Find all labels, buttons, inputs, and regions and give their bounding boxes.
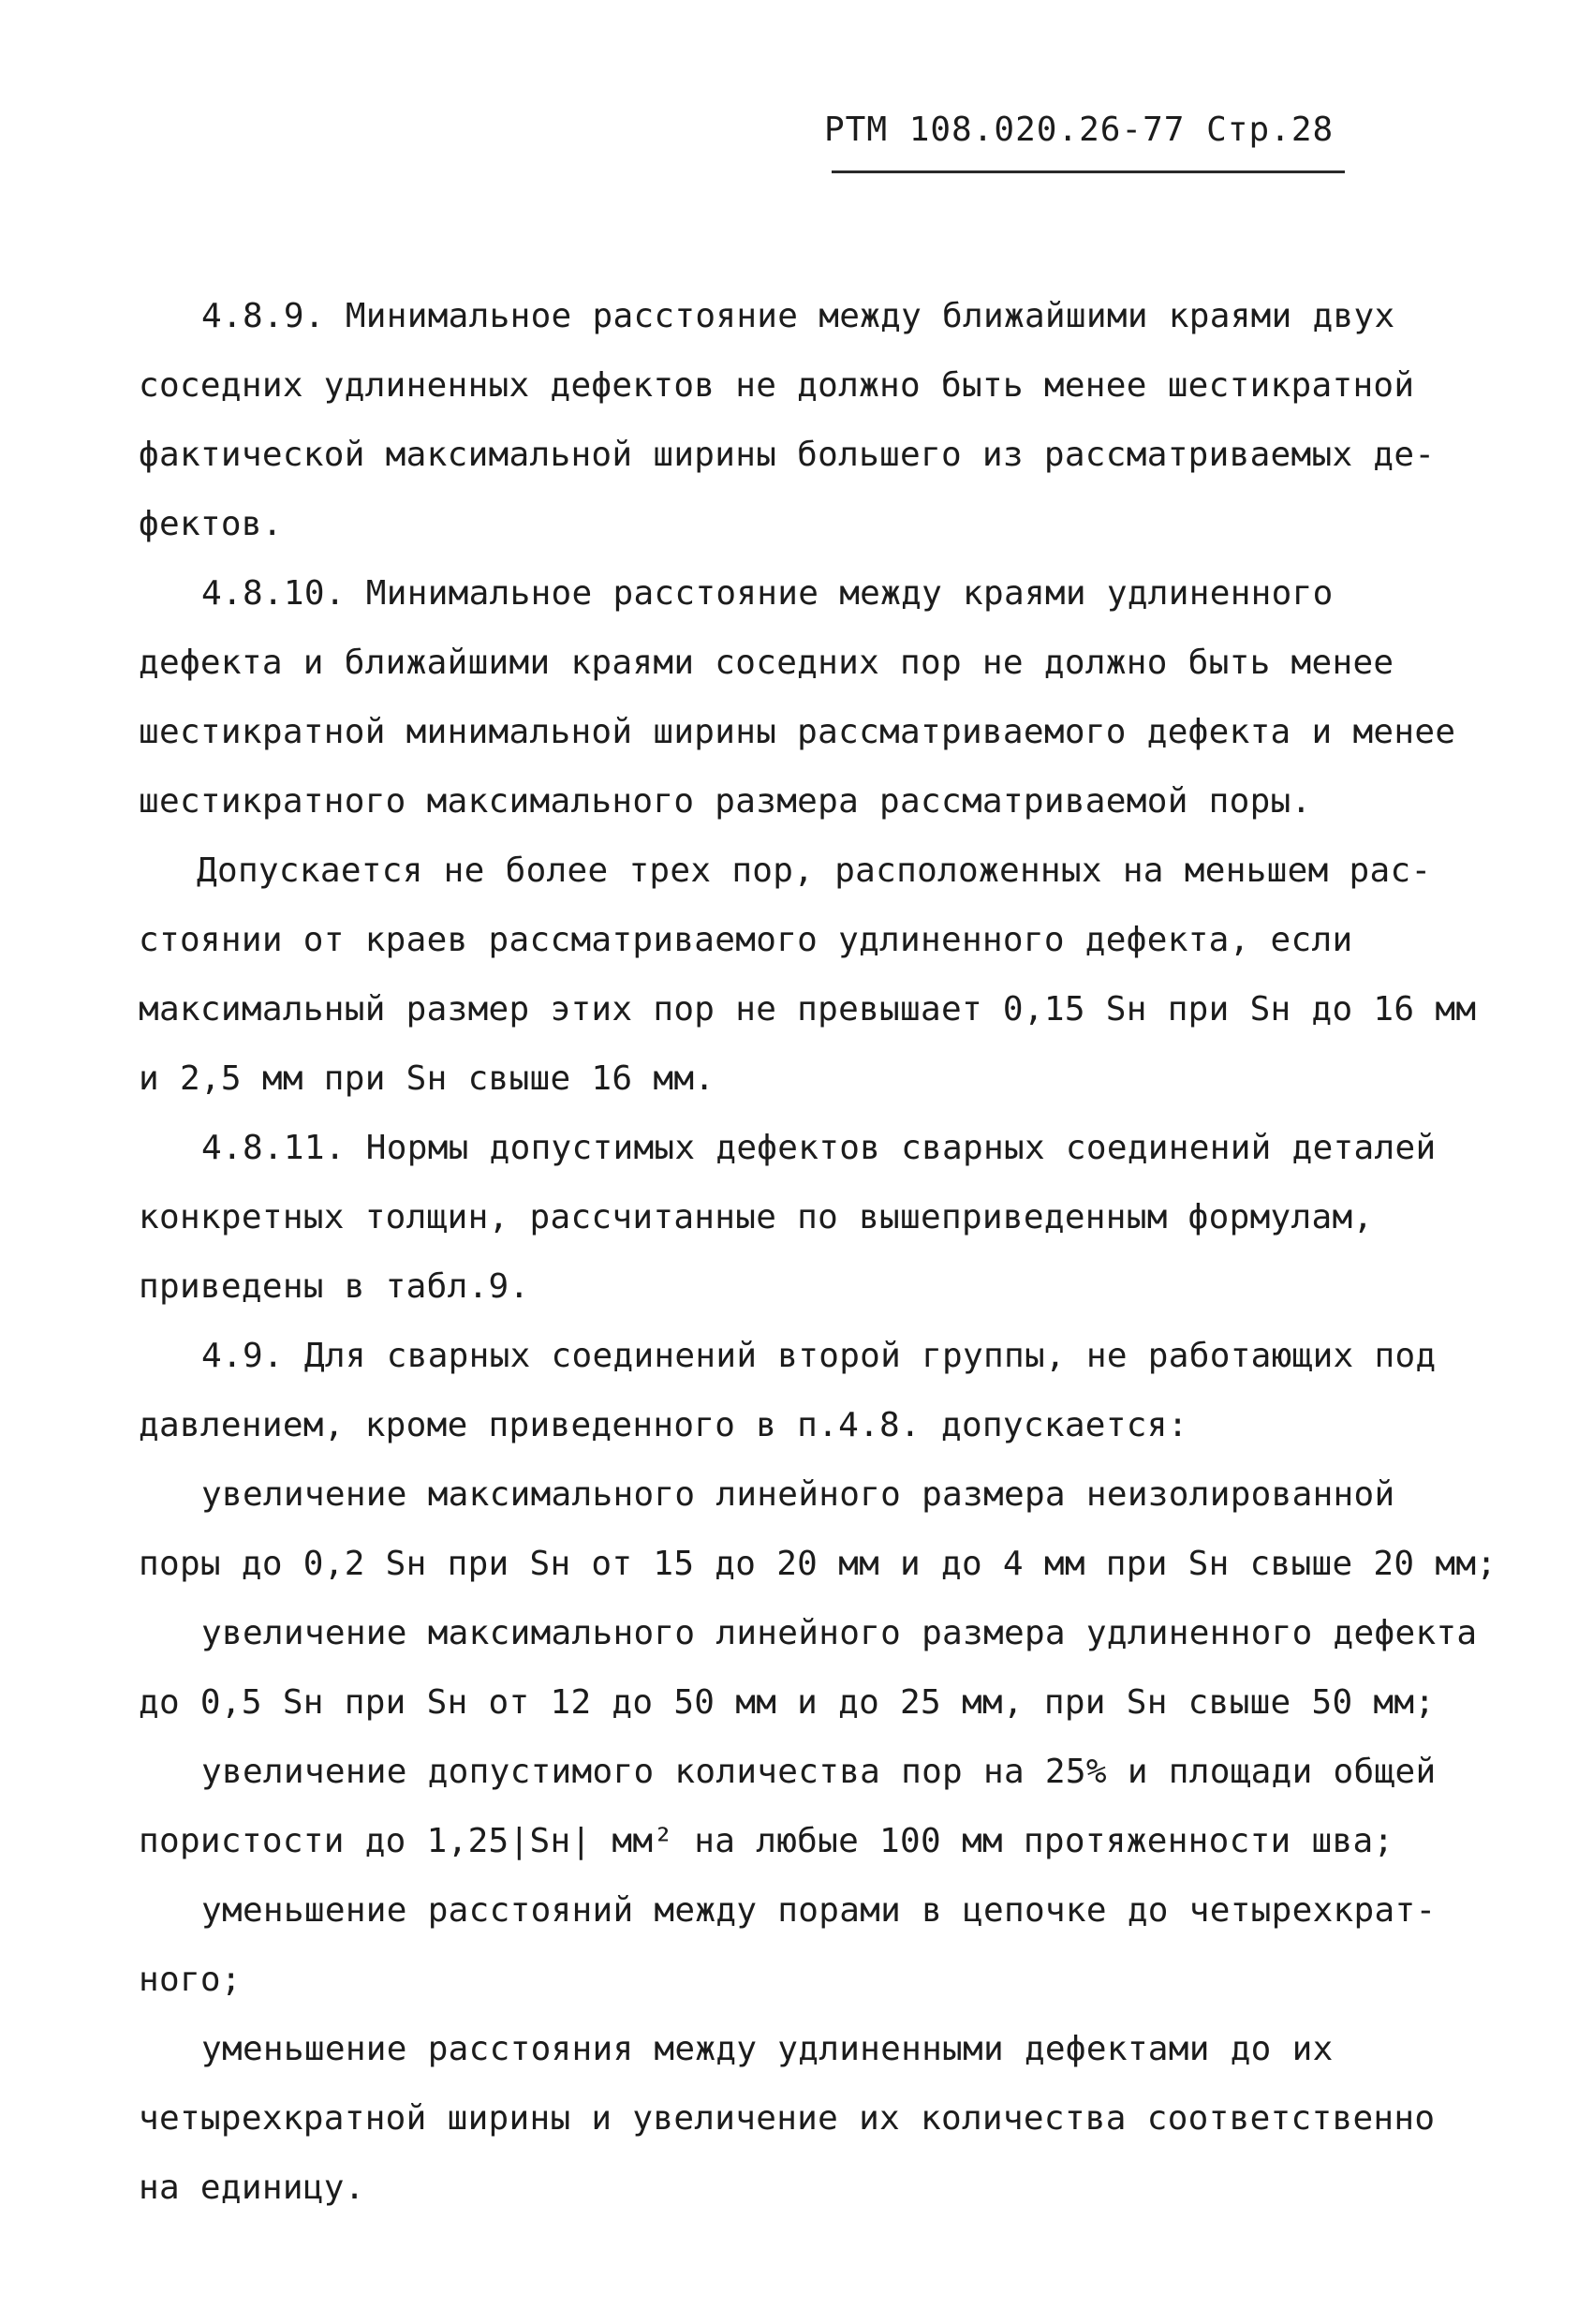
text-line: Допускается не более трех пор, расположенных на меньшем рас- <box>197 851 1432 890</box>
text-line: до 0,5 Sн при Sн от 12 до 50 мм и до 25 мм, при Sн свыше 50 мм; <box>139 1683 1436 1722</box>
text-line: ного; <box>139 1961 242 1999</box>
text-line: 4.8.11. Нормы допустимых дефектов сварных соединений деталей <box>201 1129 1437 1167</box>
text-line: приведены в табл.9. <box>139 1267 530 1306</box>
text-line: 4.8.10. Минимальное расстояние между краями удлиненного <box>201 574 1334 613</box>
text-line: стоянии от краев рассматриваемого удлиненного дефекта, если <box>139 921 1353 959</box>
text-line: фактической максимальной ширины большего из рассматриваемых де- <box>139 436 1436 474</box>
text-line: соседних удлиненных дефектов не должно быть менее шестикратной <box>139 366 1415 405</box>
text-line: максимальный размер этих пор не превышает 0,15 Sн при Sн до 16 мм <box>139 990 1477 1029</box>
text-line: уменьшение расстояний между порами в цепочке до четырехкрат- <box>201 1891 1437 1930</box>
text-line: на единицу. <box>139 2169 365 2207</box>
document-header: РТМ 108.020.26-77 Стр.28 <box>824 111 1335 149</box>
text-line: 4.9. Для сварных соединений второй группы, не работающих под <box>201 1337 1437 1375</box>
text-line: шестикратного максимального размера рассматриваемой поры. <box>139 782 1312 821</box>
text-line: увеличение допустимого количества пор на 25% и площади общей <box>201 1753 1437 1791</box>
text-line: 4.8.9. Минимальное расстояние между ближайшими краями двух <box>201 297 1395 335</box>
text-line: шестикратной минимальной ширины рассматриваемого дефекта и менее <box>139 713 1456 751</box>
text-line: фектов. <box>139 505 283 543</box>
text-line: увеличение максимального линейного размера неизолированной <box>201 1475 1395 1514</box>
text-line: пористости до 1,25|Sн| мм² на любые 100 мм протяженности шва; <box>139 1822 1394 1860</box>
text-line: поры до 0,2 Sн при Sн от 15 до 20 мм и до 4 мм при Sн свыше 20 мм; <box>139 1545 1497 1583</box>
text-line: и 2,5 мм при Sн свыше 16 мм. <box>139 1059 715 1098</box>
text-line: конкретных толщин, рассчитанные по вышеприведенным формулам, <box>139 1198 1374 1236</box>
header-underline <box>832 170 1345 173</box>
text-line: четырехкратной ширины и увеличение их количества соответственно <box>139 2099 1436 2138</box>
text-line: уменьшение расстояния между удлиненными дефектами до их <box>201 2030 1334 2068</box>
text-line: дефекта и ближайшими краями соседних пор не должно быть менее <box>139 644 1394 682</box>
text-line: давлением, кроме приведенного в п.4.8. допускается: <box>139 1406 1188 1444</box>
text-line: увеличение максимального линейного размера удлиненного дефекта <box>201 1614 1478 1652</box>
